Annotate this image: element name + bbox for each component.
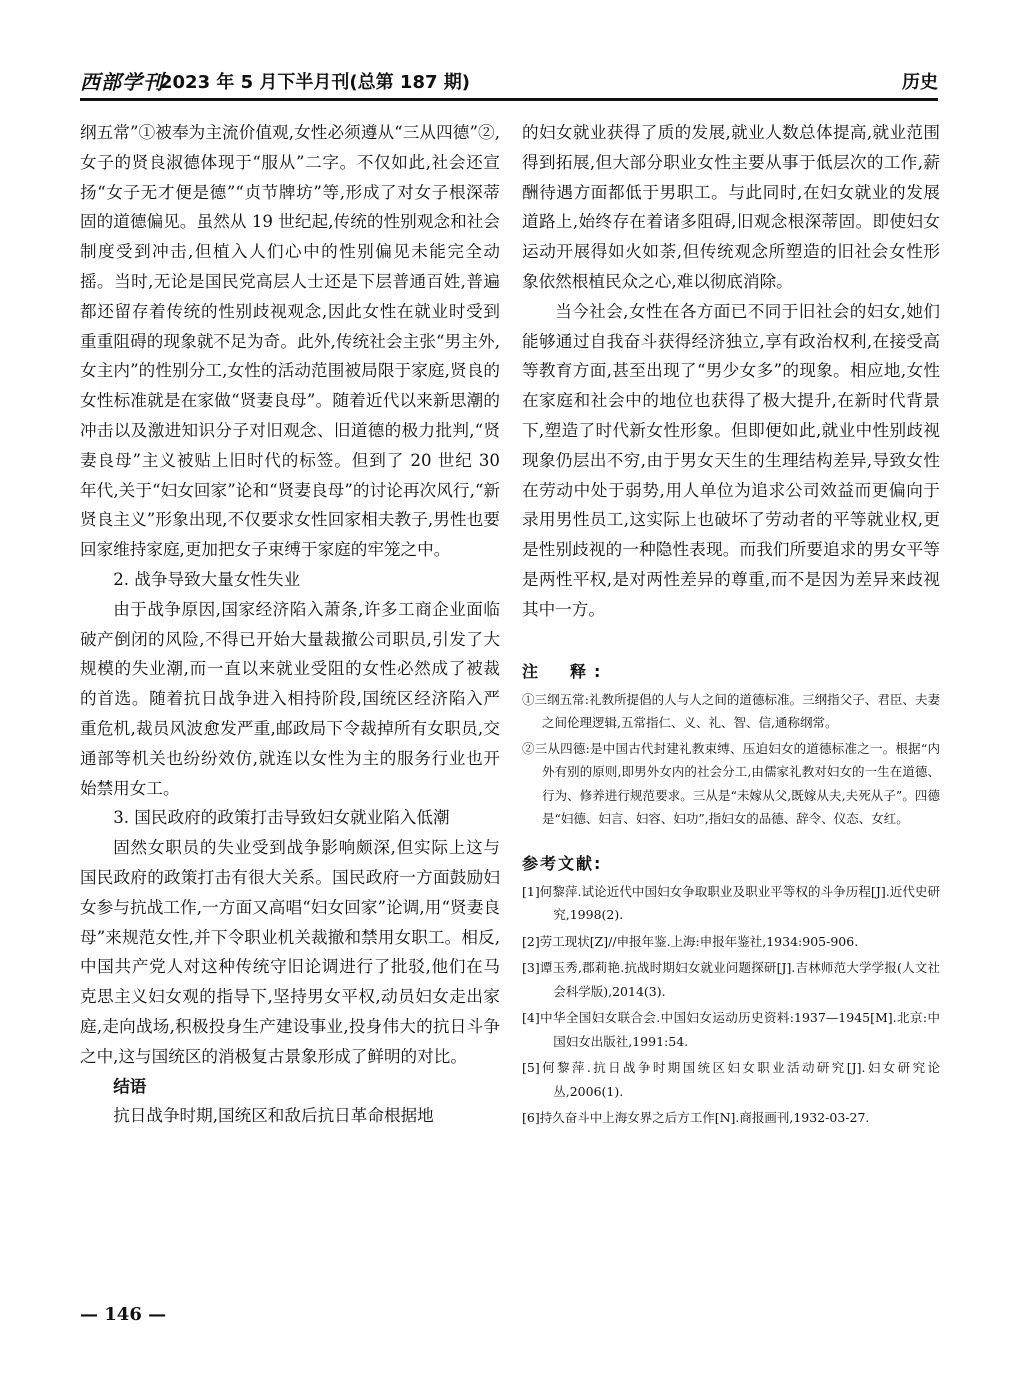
right-column: [522, 118, 940, 1133]
notes-title: 注 释:: [522, 661, 609, 681]
references-title: 参考文献:: [522, 853, 603, 873]
paragraph: 当今社会,女性在各方面已不同于旧社会的妇女,她们能够通过自我奋斗获得经济独立,享有政治权利,在接受高等教育方面,甚至出现了“男少女多”的现象。相应地,女性在家庭和社会中的地位也获得了极大提升,在新时代背景下,塑造了时代新女性形象。但即便如此,就业中性别歧视现象仍层出不穷,由于男女天生的生理结构差异,导致女性在劳动中处于弱势,用人单位为追求公司效益而更偏向于录用男性员工,这实际上也破坏了劳动者的平等就业权,更是性别歧视的一种隐性表现。而我们所要追求的男女平等是两性平权,是对两性差异的尊重,而不是因为差异来歧视其中一方。: [522, 301, 940, 619]
paragraph: 抗日战争时期,国统区和敌后抗日革命根据地: [113, 1106, 434, 1126]
reference-item: [3]谭玉秀,郡莉艳.抗战时期妇女就业问题探研[J].吉林师范大学学报(人文社会科学版),2014(3).: [522, 960, 940, 999]
section-label: 历史: [902, 72, 938, 93]
paragraph: 由于战争原因,国家经济陷入萧条,许多工商企业面临破产倒闭的风险,不得已开始大量裁撤公司职员,引发了大规模的失业潮,而一直以来就业受阻的女性必然成了被裁的首选。随着抗日战争进入相持阶段,国统区经济陷入严重危机,裁员风波愈发严重,邮政局下令裁掉所有女职员,交通部等机关也纷纷效仿,就连以女性为主的服务行业也开始禁用女工。: [80, 599, 500, 798]
reference-item: [6]持久奋斗中上海女界之后方工作[N].商报画刊,1932-03-27.: [522, 1110, 870, 1126]
reference-item: [2]劳工现状[Z]//申报年鉴.上海:申报年鉴社,1934:905-906.: [522, 933, 859, 949]
page-number: — 146 —: [80, 1304, 167, 1325]
issue-info: 2023 年 5 月下半月刊(总第 187 期): [160, 72, 470, 93]
note-item: ②三从四德:是中国古代封建礼教束缚、压迫妇女的道德标准之一。根据“内外有别的原则,即男外女内的社会分工,由儒家礼教对妇女的一生在道德、行为、修养进行规范要求。三从是“未嫁从父,既嫁从夫,夫死从子”。四德是“妇德、妇言、妇容、妇功”,指妇女的品德、辞令、仪态、女红。: [522, 740, 940, 827]
left-column: [80, 118, 500, 1131]
paragraph: 固然女职员的失业受到战争影响颇深,但实际上这与国民政府的政策打击有很大关系。国民政府一方面鼓励妇女参与抗战工作,一方面又高唱“妇女回家”论调,用“贤妻良母”来规范女性,并下令职业机关裁撤和禁用女职工。相反,中国共产党人对这种传统守旧论调进行了批驳,他们在马克思主义妇女观的指导下,坚持男女平权,动员妇女走出家庭,走向战场,积极投身生产建设事业,投身伟大的抗日斗争之中,这与国统区的消极复古景象形成了鲜明的对比。: [80, 838, 500, 1066]
reference-item: [1]何黎萍.试论近代中国妇女争取职业及职业平等权的斗争历程[J].近代史研究,1998(2).: [522, 883, 940, 923]
page-header: [80, 60, 938, 101]
journal-logo: 西部学刊: [80, 70, 164, 94]
paragraph: 的妇女就业获得了质的发展,就业人数总体提高,就业范围得到拓展,但大部分职业女性主要从事于低层次的工作,薪酬待遇方面都低于男职工。与此同时,在妇女就业的发展道路上,始终存在着诸多阻碍,旧观念根深蒂固。即使妇女运动开展得如火如荼,但传统观念所塑造的旧社会女性形象依然根植民众之心,难以彻底消除。: [522, 123, 940, 291]
subheading: 2. 战争导致大量女性失业: [113, 569, 301, 589]
subheading: 3. 国民政府的政策打击导致妇女就业陷入低潮: [113, 808, 450, 828]
reference-item: [5]何黎萍.抗日战争时期国统区妇女职业活动研究[J].妇女研究论丛,2006(1).: [522, 1060, 940, 1099]
reference-item: [4]中华全国妇女联合会.中国妇女运动历史资料:1937—1945[M].北京:中国妇女出版社,1991:54.: [522, 1010, 940, 1049]
paragraph: 纲五常”①被奉为主流价值观,女性必须遵从“三从四德”②,女子的贤良淑德体现于“服从”二字。不仅如此,社会还宣扬“女子无才便是德”“贞节牌坊”等,形成了对女子根深蒂固的道德偏见。虽然从 19 世纪起,传统的性别观念和社会制度受到冲击,但植入人们心中的性别偏见未能完全动摇。当时,无论是国民党高层人士还是下层普通百姓,普遍都还留存着传统的性别歧视观念,因此女性在就业时受到重重阻碍的现象就不足为奇。此外,传统社会主张“男主外,女主内”的性别分工,女性的活动范围被局限于家庭,贤良的女性标准就是在家做“贤妻良母”。随着近代以来新思潮的冲击以及激进知识分子对旧观念、旧道德的极力批判,“贤妻良母”主义被贴上旧时代的标签。但到了 20 世纪 30 年代,关于“妇女回家”论和“贤妻良母”的讨论再次风行,“新贤良主义”形象出现,不仅要求女性回家相夫教子,男性也要回家维持家庭,更加把女子束缚于家庭的牢笼之中。: [80, 123, 500, 560]
note-item: ①三纲五常:礼教所提倡的人与人之间的道德标准。三纲指父子、君臣、夫妻之间伦理逻辑,五常指仁、义、礼、智、信,通称纲常。: [522, 691, 940, 731]
conclusion-heading: 结语: [113, 1076, 147, 1096]
